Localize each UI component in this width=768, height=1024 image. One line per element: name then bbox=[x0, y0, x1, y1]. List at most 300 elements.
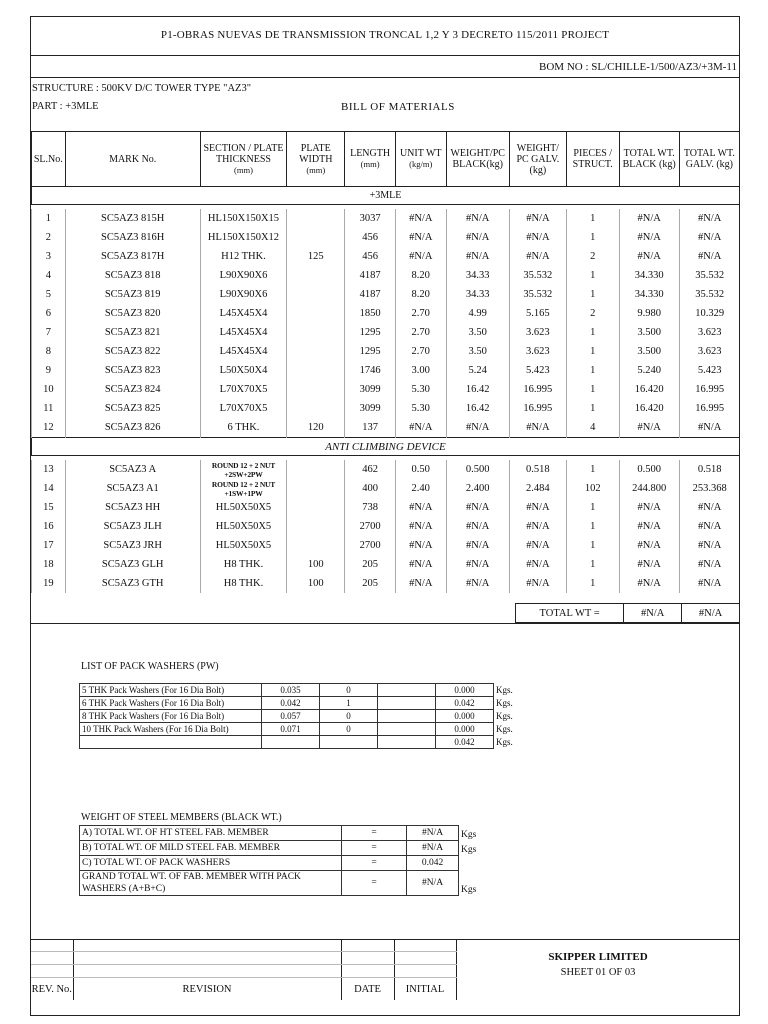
table-cell: 35.532 bbox=[679, 266, 739, 285]
pack-washer-cell: 0.057 bbox=[262, 710, 320, 723]
total-weight-box bbox=[515, 603, 740, 623]
table-cell: 102 bbox=[566, 479, 619, 498]
table-cell: 10 bbox=[32, 380, 66, 399]
table-cell: #N/A bbox=[509, 498, 566, 517]
table-cell: #N/A bbox=[679, 536, 739, 555]
table-cell: L70X70X5 bbox=[200, 380, 287, 399]
section-title: +3MLE bbox=[32, 187, 740, 205]
table-cell bbox=[287, 342, 345, 361]
table-cell: 2.40 bbox=[395, 479, 446, 498]
col-totblack: TOTAL WT. BLACK (kg) bbox=[619, 132, 679, 187]
table-cell: 0.50 bbox=[395, 460, 446, 479]
table-row bbox=[32, 574, 740, 593]
pack-washer-cell: 0.035 bbox=[262, 684, 320, 697]
table-cell: #N/A bbox=[679, 209, 739, 228]
table-cell: 1 bbox=[566, 536, 619, 555]
table-cell: 3.00 bbox=[395, 361, 446, 380]
table-cell: 1 bbox=[566, 460, 619, 479]
table-cell: SC5AZ3 824 bbox=[65, 380, 200, 399]
table-cell: 5.423 bbox=[509, 361, 566, 380]
table-cell: 8.20 bbox=[395, 285, 446, 304]
table-cell: #N/A bbox=[446, 574, 509, 593]
part-label: PART : +3MLE bbox=[32, 101, 99, 112]
pack-washer-cell: 0.042 bbox=[262, 697, 320, 710]
table-row bbox=[32, 517, 740, 536]
pack-washer-cell: 0 bbox=[320, 723, 378, 736]
total-label: TOTAL WT = bbox=[516, 604, 624, 623]
table-cell: 1 bbox=[566, 380, 619, 399]
steel-weight-cell: = bbox=[342, 856, 407, 871]
project-title: P1-OBRAS NUEVAS DE TRANSMISSION TRONCAL 1,2 Y 3 DECRETO 115/2011 PROJECT bbox=[160, 29, 610, 41]
table-cell: #N/A bbox=[619, 228, 679, 247]
steel-weight-cell: GRAND TOTAL WT. OF FAB. MEMBER WITH PACK WASHERS (A+B+C) bbox=[80, 871, 342, 896]
table-cell: 10.329 bbox=[679, 304, 739, 323]
pack-washer-cell bbox=[378, 710, 436, 723]
steel-weight-cell: = bbox=[342, 841, 407, 856]
steel-weight-cell: B) TOTAL WT. OF MILD STEEL FAB. MEMBER bbox=[80, 841, 342, 856]
table-cell: 4.99 bbox=[446, 304, 509, 323]
steel-weight-cell: #N/A bbox=[407, 826, 459, 841]
table-cell bbox=[287, 323, 345, 342]
table-cell: 456 bbox=[345, 228, 396, 247]
table-cell: 18 bbox=[32, 555, 66, 574]
table-cell: 3 bbox=[32, 247, 66, 266]
table-cell: 16.995 bbox=[679, 380, 739, 399]
table-cell: SC5AZ3 GTH bbox=[65, 574, 200, 593]
table-cell: 1 bbox=[566, 555, 619, 574]
section-title: ANTI CLIMBING DEVICE bbox=[32, 438, 740, 456]
table-cell: 35.532 bbox=[679, 285, 739, 304]
table-cell: 5 bbox=[32, 285, 66, 304]
table-cell: #N/A bbox=[395, 228, 446, 247]
steel-weight-cell: = bbox=[342, 871, 407, 896]
table-cell: 3.623 bbox=[509, 342, 566, 361]
col-sl: SL.No. bbox=[32, 132, 66, 187]
pack-washer-cell bbox=[320, 736, 378, 749]
pack-washer-row bbox=[80, 684, 524, 697]
table-cell: #N/A bbox=[509, 517, 566, 536]
table-cell: 400 bbox=[345, 479, 396, 498]
pack-washer-cell: 10 THK Pack Washers (For 16 Dia Bolt) bbox=[80, 723, 262, 736]
table-cell: SC5AZ3 819 bbox=[65, 285, 200, 304]
table-cell: 2700 bbox=[345, 517, 396, 536]
table-cell: SC5AZ3 825 bbox=[65, 399, 200, 418]
table-cell: #N/A bbox=[619, 574, 679, 593]
table-cell: 17 bbox=[32, 536, 66, 555]
steel-weight-row bbox=[80, 856, 489, 871]
table-cell: 34.33 bbox=[446, 285, 509, 304]
table-row bbox=[32, 285, 740, 304]
table-cell: #N/A bbox=[619, 209, 679, 228]
table-cell: ROUND 12 + 2 NUT +2SW+2PW bbox=[200, 460, 287, 479]
table-row bbox=[32, 304, 740, 323]
table-cell: 3.500 bbox=[619, 342, 679, 361]
table-cell: #N/A bbox=[509, 247, 566, 266]
bom-title: BILL OF MATERIALS bbox=[341, 101, 455, 113]
table-cell: 2.400 bbox=[446, 479, 509, 498]
table-cell: 3.500 bbox=[619, 323, 679, 342]
total-galv: #N/A bbox=[682, 604, 740, 623]
table-cell: #N/A bbox=[395, 574, 446, 593]
table-cell: 3099 bbox=[345, 380, 396, 399]
table-row bbox=[32, 399, 740, 418]
table-cell: #N/A bbox=[679, 418, 739, 438]
table-cell: #N/A bbox=[395, 498, 446, 517]
pack-washer-cell bbox=[262, 736, 320, 749]
pack-washer-cell: 8 THK Pack Washers (For 16 Dia Bolt) bbox=[80, 710, 262, 723]
table-cell: #N/A bbox=[509, 536, 566, 555]
table-cell: 4 bbox=[566, 418, 619, 438]
table-cell: 244.800 bbox=[619, 479, 679, 498]
table-cell: 0.518 bbox=[509, 460, 566, 479]
col-totgalv: TOTAL WT. GALV. (kg) bbox=[679, 132, 739, 187]
table-cell: #N/A bbox=[679, 498, 739, 517]
pack-washer-row bbox=[80, 723, 524, 736]
table-cell: #N/A bbox=[446, 228, 509, 247]
table-row bbox=[32, 555, 740, 574]
table-row bbox=[32, 323, 740, 342]
table-cell: 5.423 bbox=[679, 361, 739, 380]
table-cell: 34.33 bbox=[446, 266, 509, 285]
table-header bbox=[32, 132, 740, 187]
steel-weight-cell bbox=[459, 856, 489, 871]
table-row bbox=[32, 361, 740, 380]
table-cell: 6 bbox=[32, 304, 66, 323]
pack-washer-row bbox=[80, 697, 524, 710]
table-cell: 1 bbox=[32, 209, 66, 228]
table-cell bbox=[287, 304, 345, 323]
table-cell bbox=[287, 380, 345, 399]
table-cell: #N/A bbox=[509, 555, 566, 574]
pack-washers-table bbox=[79, 683, 524, 749]
table-cell: #N/A bbox=[619, 536, 679, 555]
table-cell: 1 bbox=[566, 285, 619, 304]
col-wtblack: WEIGHT/PC BLACK(kg) bbox=[446, 132, 509, 187]
table-cell: HL150X150X15 bbox=[200, 209, 287, 228]
table-cell: 16.420 bbox=[619, 380, 679, 399]
table-cell: L45X45X4 bbox=[200, 304, 287, 323]
table-cell: #N/A bbox=[446, 536, 509, 555]
table-cell: 2.70 bbox=[395, 304, 446, 323]
pack-washer-row bbox=[80, 710, 524, 723]
table-cell: SC5AZ3 823 bbox=[65, 361, 200, 380]
table-cell: #N/A bbox=[679, 247, 739, 266]
table-row bbox=[32, 266, 740, 285]
table-cell: 3.50 bbox=[446, 323, 509, 342]
table-cell: SC5AZ3 822 bbox=[65, 342, 200, 361]
pack-washer-cell bbox=[378, 723, 436, 736]
steel-weight-row bbox=[80, 826, 489, 841]
table-cell: #N/A bbox=[395, 418, 446, 438]
table-cell: 4187 bbox=[345, 266, 396, 285]
table-cell: 1850 bbox=[345, 304, 396, 323]
table-cell: HL150X150X12 bbox=[200, 228, 287, 247]
table-cell: #N/A bbox=[395, 555, 446, 574]
table-cell: 16.995 bbox=[509, 399, 566, 418]
revision-header bbox=[31, 978, 740, 1001]
table-cell: 1 bbox=[566, 323, 619, 342]
table-row bbox=[32, 209, 740, 228]
table-cell: SC5AZ3 GLH bbox=[65, 555, 200, 574]
table-cell: 35.532 bbox=[509, 266, 566, 285]
table-row bbox=[32, 247, 740, 266]
table-cell: #N/A bbox=[679, 555, 739, 574]
table-cell: 1 bbox=[566, 342, 619, 361]
steel-weight-cell: #N/A bbox=[407, 871, 459, 896]
table-cell bbox=[287, 361, 345, 380]
table-cell: H8 THK. bbox=[200, 555, 287, 574]
table-cell: #N/A bbox=[509, 228, 566, 247]
pack-washers-title: LIST OF PACK WASHERS (PW) bbox=[81, 661, 219, 672]
table-cell: #N/A bbox=[395, 536, 446, 555]
pack-washer-cell bbox=[378, 697, 436, 710]
table-row bbox=[32, 498, 740, 517]
table-cell: 2 bbox=[566, 247, 619, 266]
table-row bbox=[32, 460, 740, 479]
table-cell: 4187 bbox=[345, 285, 396, 304]
table-cell: #N/A bbox=[446, 498, 509, 517]
table-cell: 0.518 bbox=[679, 460, 739, 479]
date-label: DATE bbox=[341, 978, 394, 1001]
table-cell: #N/A bbox=[509, 209, 566, 228]
table-cell: H8 THK. bbox=[200, 574, 287, 593]
steel-weight-cell: 0.042 bbox=[407, 856, 459, 871]
col-mark: MARK No. bbox=[65, 132, 200, 187]
pack-washer-cell: Kgs. bbox=[496, 684, 513, 695]
pack-washer-cell: Kgs. bbox=[496, 697, 513, 708]
steel-weight-cell: Kgs bbox=[461, 844, 477, 855]
table-cell: L50X50X4 bbox=[200, 361, 287, 380]
table-cell: 1 bbox=[566, 498, 619, 517]
table-cell: 34.330 bbox=[619, 266, 679, 285]
table-row bbox=[32, 342, 740, 361]
table-cell: 2.484 bbox=[509, 479, 566, 498]
col-unitwt: UNIT WT (kg/m) bbox=[395, 132, 446, 187]
table-cell: 1746 bbox=[345, 361, 396, 380]
table-cell: 3099 bbox=[345, 399, 396, 418]
table-cell: 6 THK. bbox=[200, 418, 287, 438]
table-cell: 9 bbox=[32, 361, 66, 380]
pack-washer-cell: 0 bbox=[320, 684, 378, 697]
sheet-number: SHEET 01 OF 03 bbox=[560, 967, 636, 978]
table-cell: #N/A bbox=[446, 555, 509, 574]
table-cell: SC5AZ3 A1 bbox=[65, 479, 200, 498]
table-cell: SC5AZ3 826 bbox=[65, 418, 200, 438]
table-cell: #N/A bbox=[446, 517, 509, 536]
divider bbox=[31, 77, 739, 78]
table-cell: #N/A bbox=[509, 574, 566, 593]
table-cell: 3.623 bbox=[679, 323, 739, 342]
table-cell: SC5AZ3 JRH bbox=[65, 536, 200, 555]
table-cell: 34.330 bbox=[619, 285, 679, 304]
table-cell: SC5AZ3 816H bbox=[65, 228, 200, 247]
divider bbox=[31, 623, 739, 624]
pack-washer-row bbox=[80, 736, 524, 749]
table-cell: 1 bbox=[566, 517, 619, 536]
table-cell: 2 bbox=[32, 228, 66, 247]
table-cell: #N/A bbox=[395, 517, 446, 536]
table-cell: 3.623 bbox=[679, 342, 739, 361]
table-cell: 2 bbox=[566, 304, 619, 323]
pack-washer-cell: 0.000 bbox=[436, 723, 494, 736]
table-cell: SC5AZ3 JLH bbox=[65, 517, 200, 536]
table-cell: 16.995 bbox=[679, 399, 739, 418]
table-cell bbox=[287, 399, 345, 418]
table-cell: 462 bbox=[345, 460, 396, 479]
table-cell: 1 bbox=[566, 361, 619, 380]
table-cell: #N/A bbox=[446, 247, 509, 266]
table-cell: L45X45X4 bbox=[200, 342, 287, 361]
table-cell: SC5AZ3 818 bbox=[65, 266, 200, 285]
pack-washer-cell bbox=[80, 736, 262, 749]
initial-label: INITIAL bbox=[394, 978, 456, 1001]
table-cell: SC5AZ3 817H bbox=[65, 247, 200, 266]
table-cell: 7 bbox=[32, 323, 66, 342]
table-cell: 738 bbox=[345, 498, 396, 517]
pack-washer-cell: Kgs. bbox=[496, 710, 513, 721]
divider bbox=[31, 55, 739, 56]
table-cell bbox=[287, 517, 345, 536]
table-cell: #N/A bbox=[395, 209, 446, 228]
table-cell: 3.50 bbox=[446, 342, 509, 361]
table-cell: 1 bbox=[566, 574, 619, 593]
bom-table bbox=[31, 131, 740, 593]
pack-washer-cell: 0.000 bbox=[436, 710, 494, 723]
table-cell: 5.240 bbox=[619, 361, 679, 380]
pack-washer-cell: 0 bbox=[320, 710, 378, 723]
table-cell: HL50X50X5 bbox=[200, 498, 287, 517]
steel-weight-cell: C) TOTAL WT. OF PACK WASHERS bbox=[80, 856, 342, 871]
section-row bbox=[32, 187, 740, 205]
pack-washer-cell: 1 bbox=[320, 697, 378, 710]
pack-washer-cell: Kgs. bbox=[496, 736, 513, 747]
table-cell: SC5AZ3 HH bbox=[65, 498, 200, 517]
total-black: #N/A bbox=[624, 604, 682, 623]
table-cell: HL50X50X5 bbox=[200, 536, 287, 555]
rev-no-label: REV. No. bbox=[31, 978, 73, 1001]
table-cell: 137 bbox=[345, 418, 396, 438]
pack-washer-cell: 0.042 bbox=[436, 697, 494, 710]
table-cell: 3037 bbox=[345, 209, 396, 228]
table-cell: L90X90X6 bbox=[200, 266, 287, 285]
pack-washer-cell: 6 THK Pack Washers (For 16 Dia Bolt) bbox=[80, 697, 262, 710]
bom-number: BOM NO : SL/CHILLE-1/500/AZ3/+3M-11 bbox=[539, 61, 737, 73]
table-cell: L90X90X6 bbox=[200, 285, 287, 304]
steel-weight-cell: = bbox=[342, 826, 407, 841]
bom-sheet bbox=[30, 16, 740, 1016]
steel-weight-table bbox=[79, 825, 489, 896]
table-cell: 15 bbox=[32, 498, 66, 517]
table-cell: #N/A bbox=[679, 517, 739, 536]
table-cell: 5.30 bbox=[395, 380, 446, 399]
table-cell: #N/A bbox=[446, 209, 509, 228]
table-cell: 120 bbox=[287, 418, 345, 438]
pack-washer-cell bbox=[378, 736, 436, 749]
table-cell: 9.980 bbox=[619, 304, 679, 323]
table-cell: #N/A bbox=[446, 418, 509, 438]
table-cell: 2.70 bbox=[395, 342, 446, 361]
steel-weight-row bbox=[80, 841, 489, 856]
table-cell: SC5AZ3 A bbox=[65, 460, 200, 479]
table-cell: 11 bbox=[32, 399, 66, 418]
table-cell: 1 bbox=[566, 228, 619, 247]
steel-weight-row bbox=[80, 871, 489, 896]
table-cell: 456 bbox=[345, 247, 396, 266]
table-cell: 205 bbox=[345, 574, 396, 593]
pack-washer-cell bbox=[378, 684, 436, 697]
table-cell bbox=[287, 498, 345, 517]
table-cell bbox=[287, 209, 345, 228]
table-cell: 0.500 bbox=[446, 460, 509, 479]
table-cell: 16 bbox=[32, 517, 66, 536]
table-cell: 125 bbox=[287, 247, 345, 266]
table-cell: 8 bbox=[32, 342, 66, 361]
table-row bbox=[32, 228, 740, 247]
table-cell: 8.20 bbox=[395, 266, 446, 285]
table-cell: 4 bbox=[32, 266, 66, 285]
table-cell: 1295 bbox=[345, 323, 396, 342]
table-cell: SC5AZ3 821 bbox=[65, 323, 200, 342]
table-cell: 35.532 bbox=[509, 285, 566, 304]
table-cell: 12 bbox=[32, 418, 66, 438]
table-row bbox=[32, 418, 740, 438]
table-cell: 253.368 bbox=[679, 479, 739, 498]
structure-label: STRUCTURE : 500KV D/C TOWER TYPE "AZ3" bbox=[32, 83, 251, 94]
table-row bbox=[32, 380, 740, 399]
table-cell bbox=[287, 536, 345, 555]
table-cell: 2.70 bbox=[395, 323, 446, 342]
steel-weight-cell: Kgs bbox=[461, 884, 477, 895]
col-width: PLATE WIDTH (mm) bbox=[287, 132, 345, 187]
pack-washer-cell: 0.000 bbox=[436, 684, 494, 697]
table-cell: 100 bbox=[287, 555, 345, 574]
table-cell: L70X70X5 bbox=[200, 399, 287, 418]
table-cell: 16.420 bbox=[619, 399, 679, 418]
table-cell bbox=[287, 460, 345, 479]
steel-weight-cell: A) TOTAL WT. OF HT STEEL FAB. MEMBER bbox=[80, 826, 342, 841]
pack-washer-cell: 0.071 bbox=[262, 723, 320, 736]
col-wtgalv: WEIGHT/ PC GALV. (kg) bbox=[509, 132, 566, 187]
pack-washer-cell: 0.042 bbox=[436, 736, 494, 749]
table-cell: L45X45X4 bbox=[200, 323, 287, 342]
pack-washer-cell: 5 THK Pack Washers (For 16 Dia Bolt) bbox=[80, 684, 262, 697]
table-cell: #N/A bbox=[619, 247, 679, 266]
table-cell: HL50X50X5 bbox=[200, 517, 287, 536]
table-cell: #N/A bbox=[395, 247, 446, 266]
table-cell: SC5AZ3 815H bbox=[65, 209, 200, 228]
table-cell: H12 THK. bbox=[200, 247, 287, 266]
revision-label: REVISION bbox=[73, 978, 341, 1001]
table-cell: 19 bbox=[32, 574, 66, 593]
table-cell: 13 bbox=[32, 460, 66, 479]
table-row bbox=[32, 536, 740, 555]
table-cell: #N/A bbox=[619, 418, 679, 438]
table-cell: 1 bbox=[566, 266, 619, 285]
table-cell: 16.42 bbox=[446, 399, 509, 418]
steel-weight-title: WEIGHT OF STEEL MEMBERS (BLACK WT.) bbox=[81, 812, 282, 823]
table-cell: #N/A bbox=[619, 555, 679, 574]
table-cell: #N/A bbox=[619, 517, 679, 536]
company-name: SKIPPER LIMITED bbox=[548, 951, 648, 963]
table-cell: SC5AZ3 820 bbox=[65, 304, 200, 323]
col-pieces: PIECES / STRUCT. bbox=[566, 132, 619, 187]
col-section: SECTION / PLATE THICKNESS (mm) bbox=[200, 132, 287, 187]
section-row bbox=[32, 438, 740, 456]
table-cell: 100 bbox=[287, 574, 345, 593]
col-length: LENGTH (mm) bbox=[345, 132, 396, 187]
table-cell: #N/A bbox=[509, 418, 566, 438]
table-cell: #N/A bbox=[679, 228, 739, 247]
